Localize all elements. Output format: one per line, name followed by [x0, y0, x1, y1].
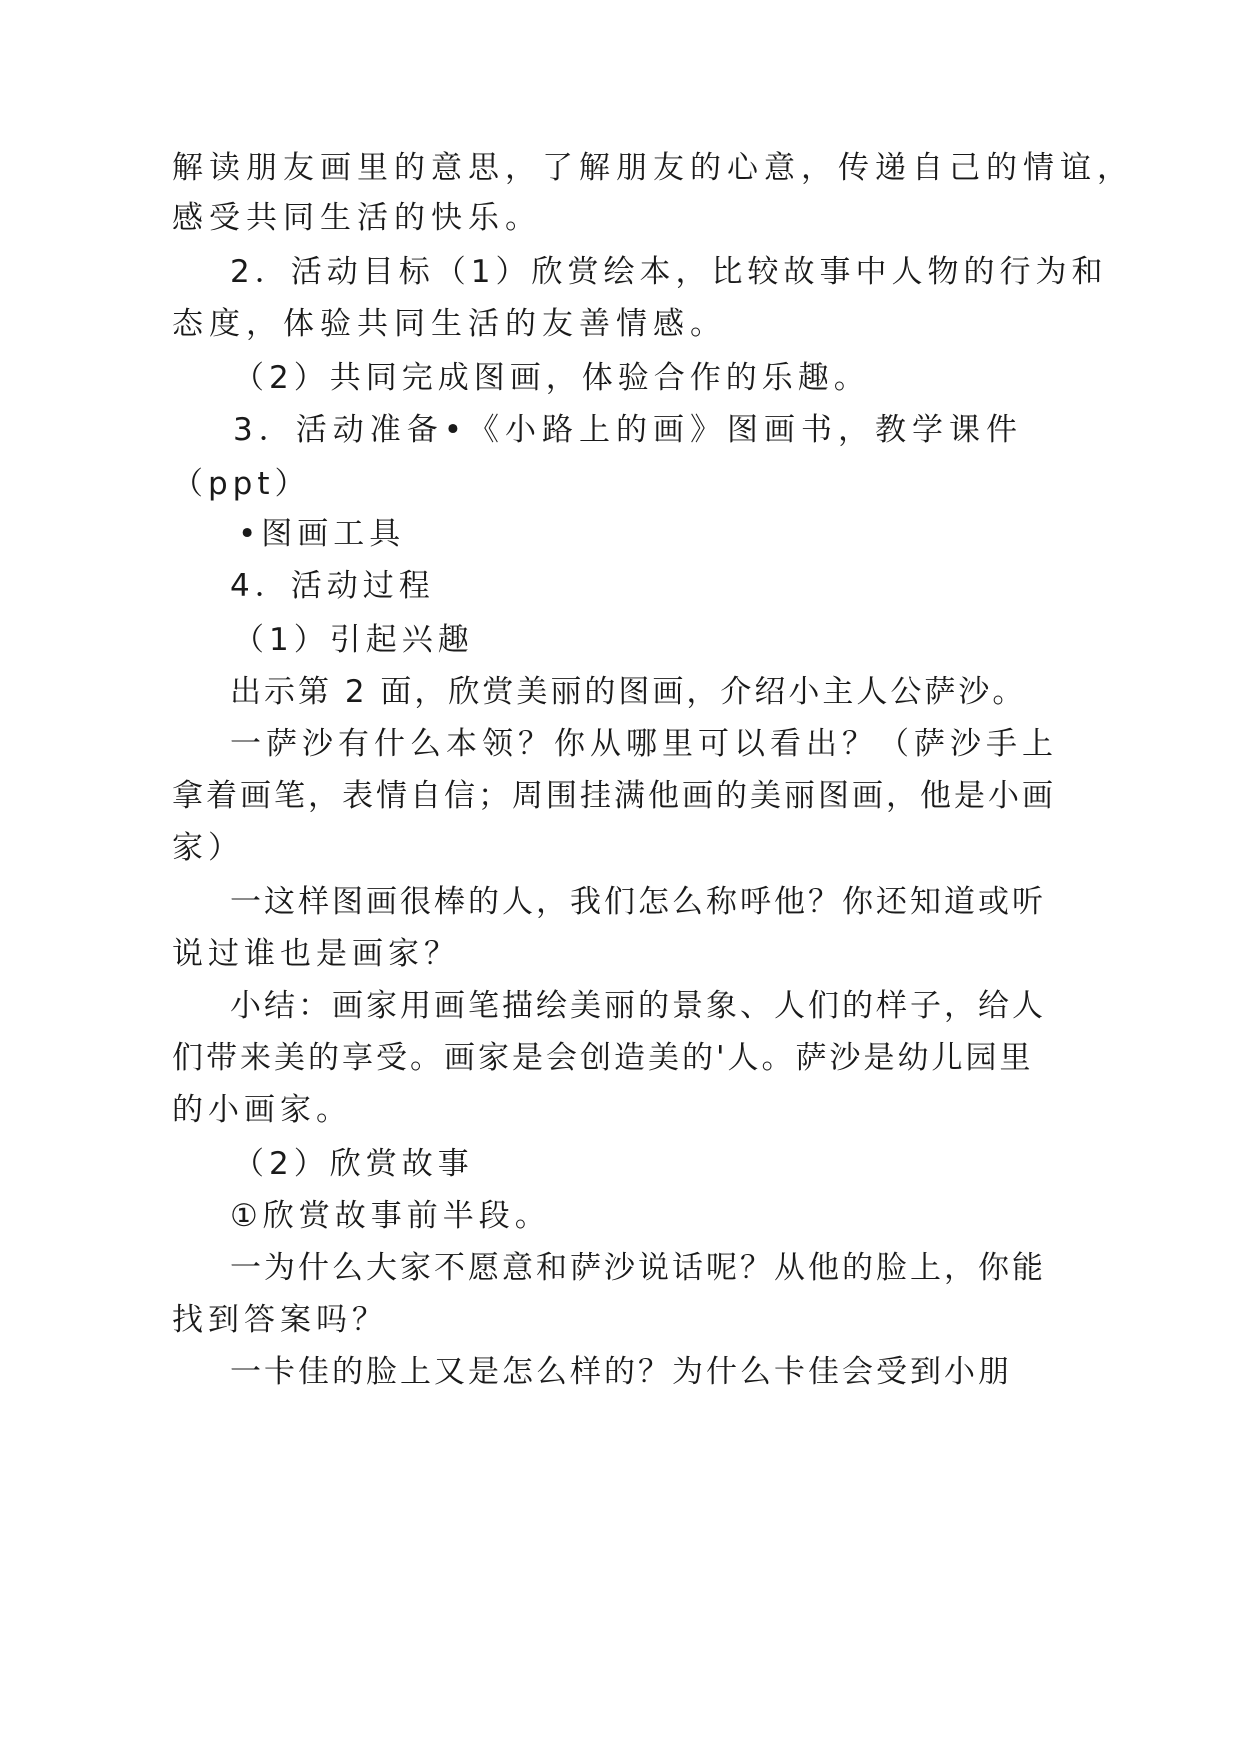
- text-line: •图画工具: [238, 516, 406, 552]
- text-line: 找到答案吗？: [172, 1302, 388, 1338]
- text-line: 家）: [172, 830, 244, 866]
- text-line: 一这样图画很棒的人，我们怎么称呼他？你还知道或听: [230, 884, 1046, 920]
- text-line: 拿着画笔，表情自信；周围挂满他画的美丽图画，他是小画: [172, 778, 1056, 814]
- text-line: 出示第 2 面，欣赏美丽的图画，介绍小主人公萨沙。: [230, 674, 1027, 710]
- text-line: 3．活动准备•《小路上的画》图画书，教学课件: [233, 412, 1024, 448]
- text-line: （2）共同完成图画，体验合作的乐趣。: [233, 360, 870, 396]
- text-line: ①欣赏故事前半段。: [230, 1198, 551, 1234]
- text-line: 一卡佳的脸上又是怎么样的？为什么卡佳会受到小朋: [230, 1354, 1012, 1390]
- text-line: 小结：画家用画笔描绘美丽的景象、人们的样子，给人: [230, 988, 1046, 1024]
- text-line: 2．活动目标（1）欣赏绘本，比较故事中人物的行为和: [230, 254, 1108, 290]
- text-line: （1）引起兴趣: [233, 622, 474, 658]
- text-line: 们带来美的享受。画家是会创造美的'人。萨沙是幼儿园里: [172, 1040, 1034, 1076]
- text-line: （2）欣赏故事: [233, 1146, 474, 1182]
- text-line: 4．活动过程: [230, 568, 435, 604]
- text-line: （ppt）: [172, 466, 311, 502]
- text-line: 解读朋友画里的意思，了解朋友的心意，传递自己的情谊，: [172, 150, 1134, 186]
- text-line: 一萨沙有什么本领？你从哪里可以看出？（萨沙手上: [230, 726, 1058, 762]
- text-line: 态度，体验共同生活的友善情感。: [172, 306, 727, 342]
- text-line: 说过谁也是画家？: [172, 936, 460, 972]
- text-line: 一为什么大家不愿意和萨沙说话呢？从他的脸上，你能: [230, 1250, 1046, 1286]
- text-line: 感受共同生活的快乐。: [172, 200, 542, 236]
- text-line: 的小画家。: [172, 1092, 352, 1128]
